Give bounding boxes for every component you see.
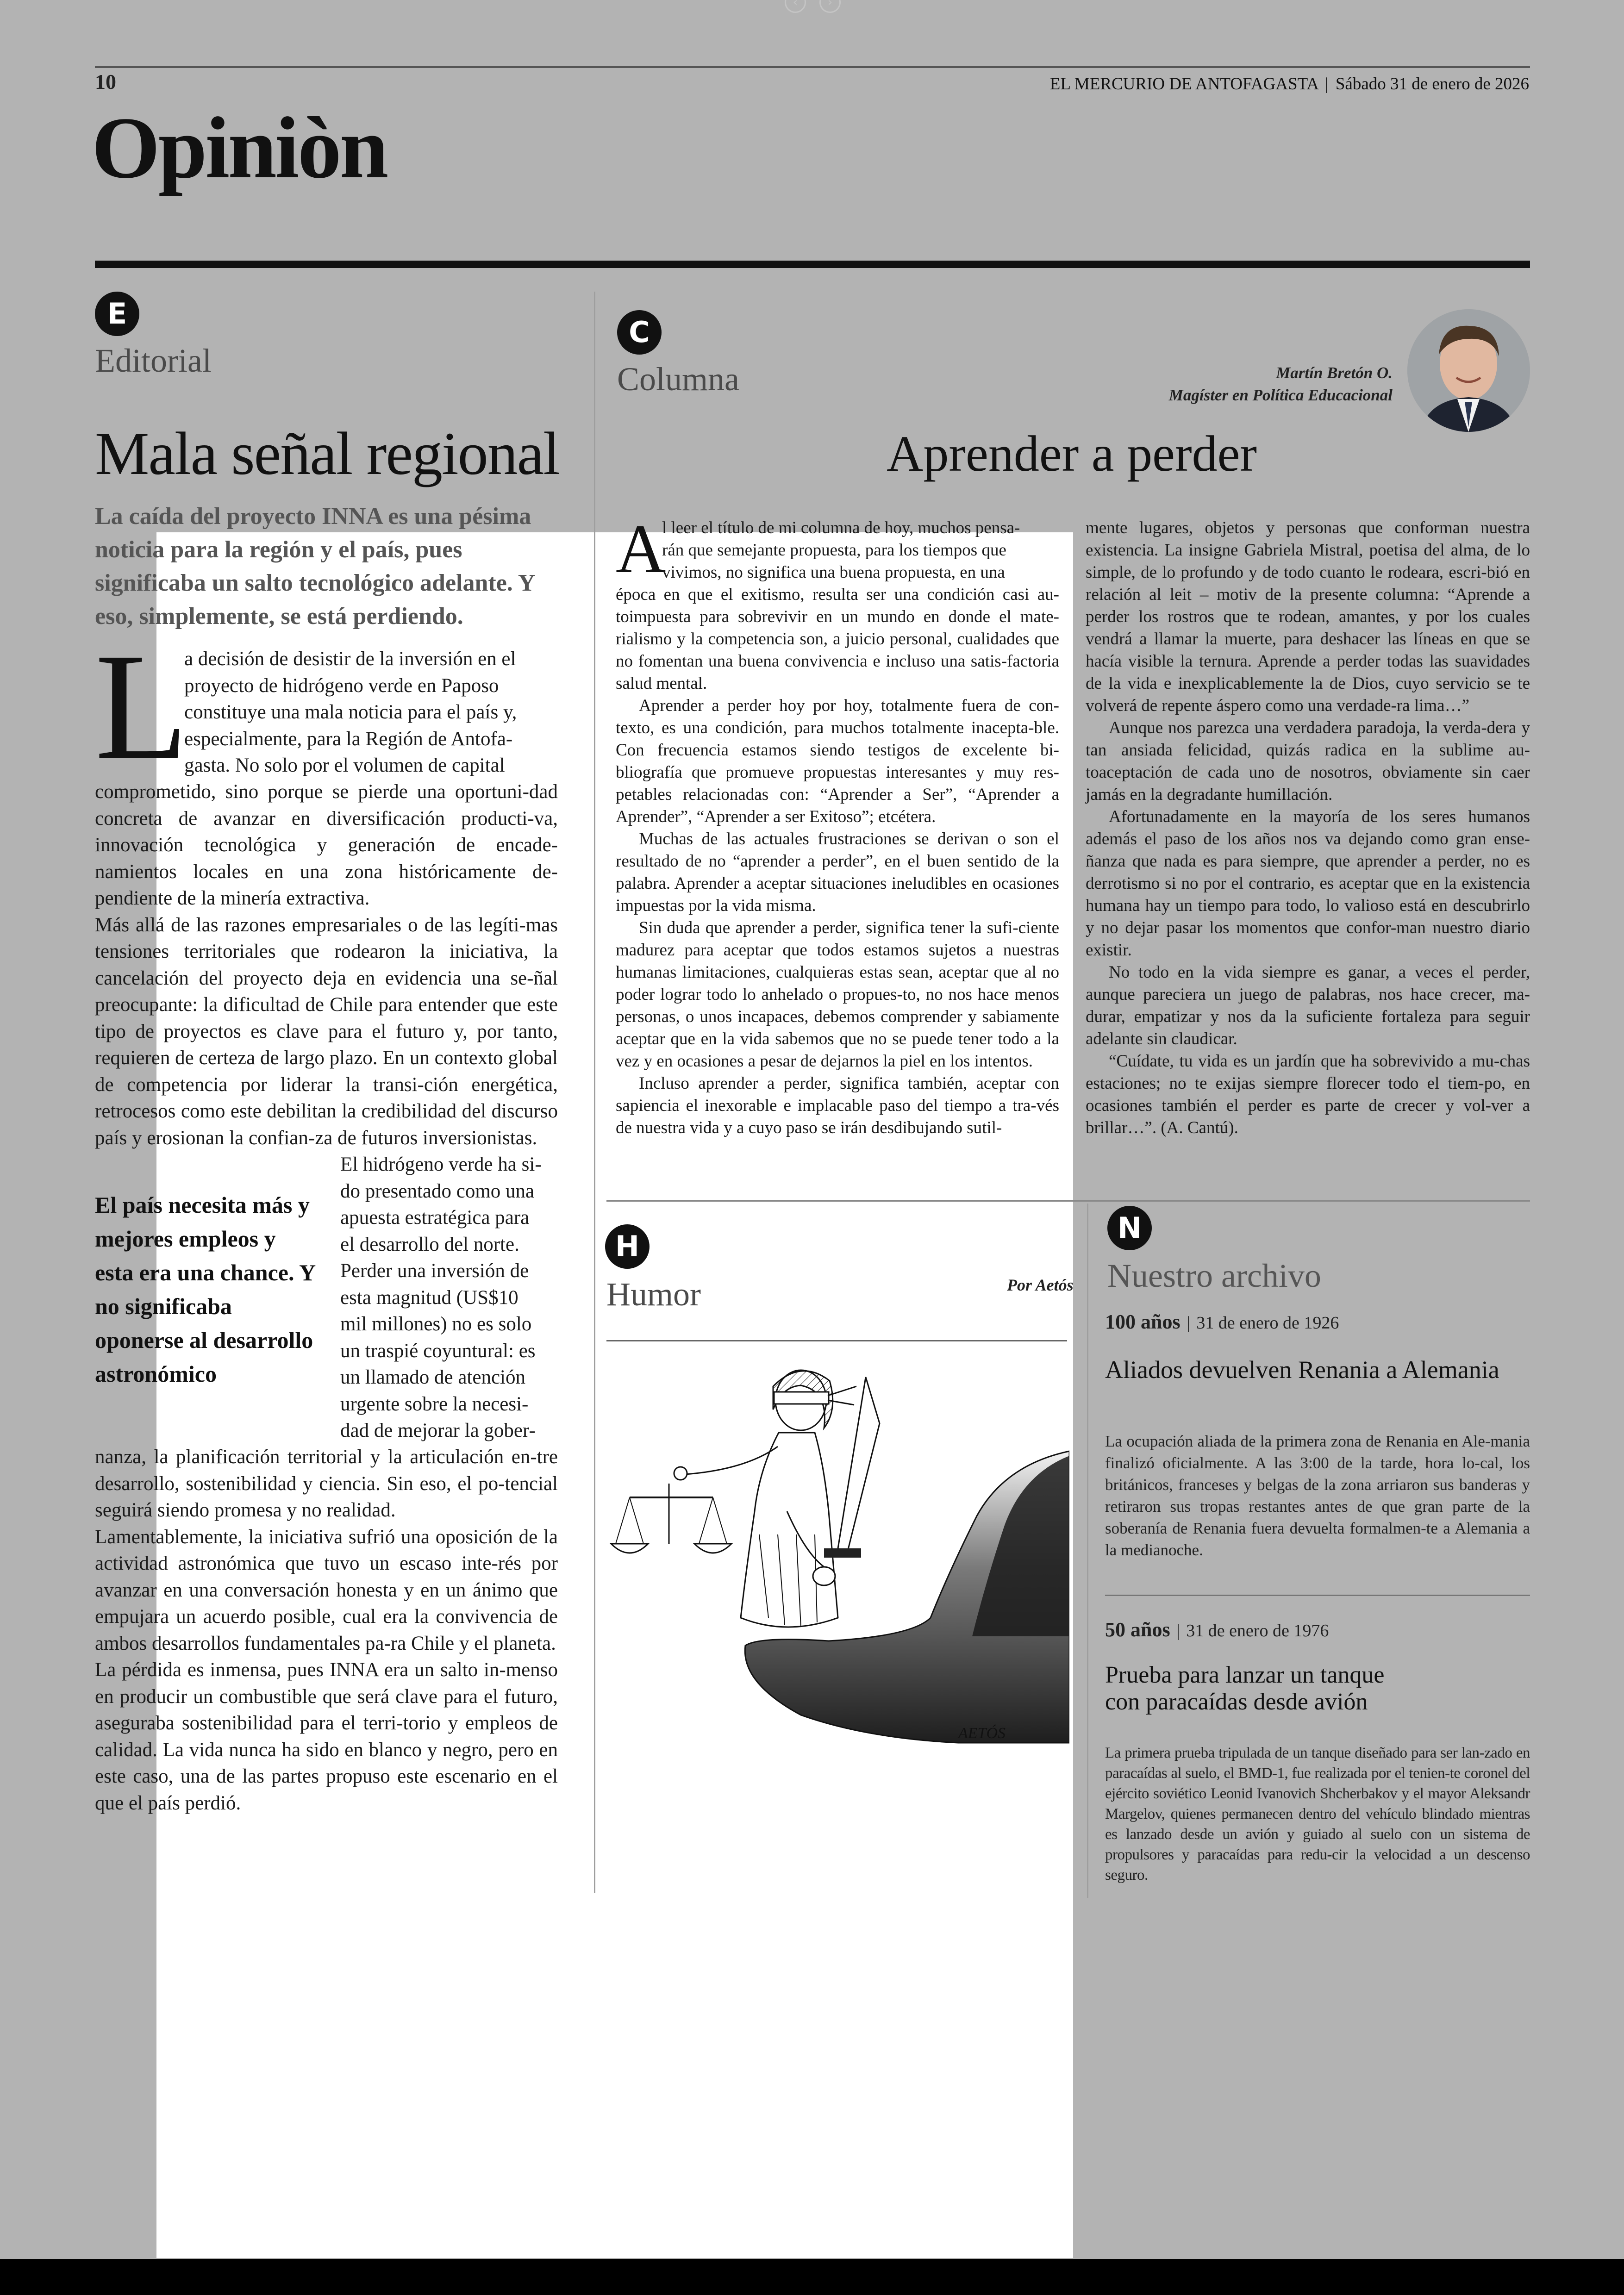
humor-badge: H xyxy=(605,1224,650,1269)
editorial-paragraph: Lamentablemente, la iniciativa sufrió una oposición de la actividad astronómica que tuvo un escaso inte-rés por avanzar en una conversación honesta y en un ánimo que empujara un acuerdo posible, cual era la convivencia de ambos desarrollos fundamentales pa-ra Chile y el planeta. xyxy=(95,1526,558,1654)
editorial-body xyxy=(95,622,558,1816)
editorial-paragraph: nanza, la planificación territorial y la articulación en-tre desarrollo, sostenibilidad y ciencia. Sin eso, el po-tencial seguirá siendo promesa y no realidad. xyxy=(95,1446,558,1521)
author-name: Martín Bretón O. xyxy=(1276,364,1393,382)
editorial-deck: La caída del proyecto INNA es una pésima noticia para la región y el país, pues significaba un salto tecnológico adelante. Y eso, simplemente, se está perdiendo. xyxy=(95,503,535,630)
text-line: rán que semejante propuesta, para los tiempos que xyxy=(662,541,1006,560)
text-line: urgente sobre la necesi- xyxy=(340,1393,529,1415)
humor-label: Humor xyxy=(606,1276,701,1313)
text-line: con paracaídas desde avión xyxy=(1105,1689,1368,1715)
text-line: el desarrollo del norte. xyxy=(340,1233,519,1255)
column-paragraph: “Cuídate, tu vida es un jardín que ha sobrevivido a mu-chas estaciones; no te exijas siempre florecer todo el tiem-po, en ocasiones también el perder es parte de crecer y vol-ver a brillar…”. (A. Cantú). xyxy=(1086,1052,1530,1137)
archive-headline: Aliados devuelven Renania a Alemania xyxy=(1105,1356,1499,1384)
editorial-headline: Mala señal regional xyxy=(95,419,559,487)
column-paragraph: mente lugares, objetos y personas que conforman nuestra existencia. La insigne Gabriela Mistral, poetisa del alma, de lo simple, de lo profundo y de todo cuanto le rodeara, escri-bió en relación al leit – motiv de la presente columna: “Aprende a perder los rostros que te rodean, amantes, y por los cuales vendrá a llamar la muerte, para deshacer las líneas en que se hacía visible la ternura. Aprende a perder todas las suavidades de la vida e inexplicablemente la de Dios, cuyo servicio se te volverá de repente áspero como una verdade-ra lima…” xyxy=(1086,518,1530,715)
text-line: constituye una mala noticia para el país y, xyxy=(184,701,517,723)
blindfold xyxy=(774,1392,829,1404)
text-line: El hidrógeno verde ha si- xyxy=(340,1154,542,1175)
text-line: a decisión de desistir de la inversión en el xyxy=(184,648,516,670)
column-author xyxy=(1169,362,1393,406)
text-line: apuesta estratégica para xyxy=(340,1207,530,1229)
publication-dateline: EL MERCURIO DE ANTOFAGASTA | Sábado 31 de enero de 2026 xyxy=(1049,75,1529,94)
editorial-paragraph: Más allá de las razones empresariales o de las legíti-mas tensiones territoriales que rodearon la iniciativa, la cancelación del proyecto deja en evidencia una se-ñal preocupante: la dificultad de Chile para entender que este tipo de proyectos es clave para el futuro y, por tanto, requieren de certeza de largo plazo. En un contexto global de competencia por liderar la transi-ción energética, retrocesos como este debilitan la credibilidad del discurso país y erosionan la confian-za de futuros inversionistas. xyxy=(95,914,558,1149)
column-body-right xyxy=(1086,517,1530,1139)
header-rule xyxy=(95,66,1530,68)
text-line: un traspié coyuntural: es xyxy=(340,1340,536,1362)
column-label: Columna xyxy=(617,361,739,398)
archive-badge: N xyxy=(1107,1206,1152,1250)
editorial-paragraph: comprometido, sino porque se pierde una oportuni-dad concreta de avanzar en diversificación producti-va, innovación tecnológica y generación de encade-namientos locales en una zona históricamente de-pendiente de la minería extractiva. xyxy=(95,781,558,909)
text-line: especialmente, para la Región de Antofa- xyxy=(184,728,513,750)
column-paragraph: Afortunadamente en la mayoría de los seres humanos además el paso de los años nos va dejando como gran ense-ñanza que nada es para siempre, que aprender a perder, no es derrotismo si no por el contrario, es aceptar que en la existencia humana hay un tiempo para todo, lo valioso está en descubrirlo y no dejar pasar los momentos que confor-man nuestro diario existir. xyxy=(1086,807,1530,960)
author-title: Magíster en Política Educacional xyxy=(1168,386,1393,404)
column-paragraph: Aunque nos parezca una verdadera paradoja, la verda-dera y tan ansiada felicidad, quizás radica en la sublime au-toaceptación de cada uno de nosotros, obviamente sin caer jamás en la degradante humillación. xyxy=(1086,718,1530,804)
archive-body: La ocupación aliada de la primera zona de Renania en Ale-mania finalizó oficialmente. A las 3:00 de la tarde, hora lo-cal, los británicos, franceses y belgas de la zona arriaron sus banderas y retiraron sus tropas restantes antes de que gran parte de la soberanía de Renania fuera devuelta formalmen-te a Alemania a la medianoche. xyxy=(1105,1432,1530,1559)
text-line: vivimos, no significa una buena propuesta, en una xyxy=(662,563,1005,582)
editorial-paragraph xyxy=(184,646,558,779)
humor-cartoon xyxy=(606,1359,1069,1784)
humor-rule xyxy=(606,1340,1067,1341)
text-line: dad de mejorar la gober- xyxy=(340,1420,536,1441)
column-paragraph: Sin duda que aprender a perder, significa tener la sufi-ciente madurez para aceptar que todos estamos sujetos a nuestras humanas limitaciones, cualquieras estas sean, aceptar que al no poder lograr todo lo anhelado o propues-to, no nos hace menos personas, o unos incapaces, debemos comprender y sabiamente aceptar que en la vida sabemos que no se puede tener todo a la vez y en ocasiones a pesar de dejarnos la piel en los intentos. xyxy=(616,918,1059,1071)
archive-years: 50 años xyxy=(1105,1618,1170,1641)
text-line: Perder una inversión de xyxy=(340,1260,529,1282)
archive-item-dateline: 100 años | 31 de enero de 1926 xyxy=(1105,1310,1339,1333)
editorial-paragraph: La pérdida es inmensa, pues INNA era un salto in-menso en producir un combustible que será clave para el futuro, aseguraba sostenibilidad para el terri-torio y empleos de calidad. La vida nunca ha sido en blanco y negro, pero en este caso, una de las partes propuso este escenario en el que el país perdió. xyxy=(95,1659,558,1814)
editorial-pullquote-block xyxy=(95,1151,558,1444)
publication-name: EL MERCURIO DE ANTOFAGASTA xyxy=(1049,75,1318,94)
cartoon-signature: AETÓS xyxy=(958,1725,1006,1742)
column-drop-cap: A xyxy=(616,511,666,587)
column-paragraph: Incluso aprender a perder, significa también, aceptar con sapiencia el inexorable e implacable paso del tiempo a tra-vés de nuestra vida y a cuyo paso se irán desdibujando sutil- xyxy=(616,1074,1059,1137)
editorial-drop-cap: L xyxy=(95,622,188,791)
humor-byline: Por Aetós xyxy=(1007,1276,1074,1294)
text-line: do presentado como una xyxy=(340,1180,535,1202)
archive-years: 100 años xyxy=(1105,1310,1181,1333)
archive-divider xyxy=(1105,1595,1530,1596)
page-number: 10 xyxy=(95,70,116,94)
column-paragraph xyxy=(662,517,1059,584)
section-title-rule xyxy=(95,261,1530,268)
column-headline: Aprender a perder xyxy=(886,425,1257,482)
archive-body: La primera prueba tripulada de un tanque diseñado para ser lan-zado en paracaídas al suelo, el BMD-1, fue realizada por el tenien-te coronel del ejército soviético Leonid Ivanovich Shcherbakov y el mayor Aleksandr Margelov, quienes permanecen dentro del vehículo blindado mientras es lanzado desde un avión y guiado al suelo con un sistema de propulsores y paracaídas para redu-cir la velocidad a un descenso seguro. xyxy=(1105,1745,1530,1883)
archive-item-dateline: 50 años | 31 de enero de 1976 xyxy=(1105,1618,1329,1641)
column-paragraph: Aprender a perder hoy por hoy, totalmente fuera de con-texto, es una condición, para muchos totalmente inacepta-ble. Con frecuencia estamos siendo testigos de excelente bi-bliografía que promueve propuestas interesantes y muy res-petables relacionadas con: “Aprender a Ser”, “Aprender a Aprender”, “Aprender a ser Exitoso”; etcétera. xyxy=(616,696,1059,826)
column-divider xyxy=(594,292,595,1893)
editorial-paragraph xyxy=(340,1151,558,1444)
justice-hand xyxy=(674,1467,687,1480)
author-avatar xyxy=(1407,309,1530,432)
column-body-left xyxy=(616,511,1059,1139)
column-paragraph: Muchas de las actuales frustraciones se derivan o son el resultado de no “aprender a perder”, en el buen sentido de la palabra. Aprender a aceptar situaciones ineludibles en ocasiones impuestas por la vida misma. xyxy=(616,829,1059,915)
editorial-badge: E xyxy=(95,292,139,336)
text-line: gasta. No solo por el volumen de capital xyxy=(184,755,505,776)
column-dropcap-block xyxy=(616,511,1059,587)
column-paragraph: No todo en la vida siempre es ganar, a veces el perder, aunque pareciera un juego de palabras, nos hace crecer, ma-durar, empatizar y nos da la suficiente fortaleza para seguir adelante sin claudicar. xyxy=(1086,963,1530,1048)
archive-date: 31 de enero de 1976 xyxy=(1186,1621,1329,1640)
text-line: mil millones) no es solo xyxy=(340,1313,532,1335)
archive-headline xyxy=(1105,1662,1384,1715)
column-divider xyxy=(1087,1204,1088,1898)
text-line: l leer el título de mi columna de hoy, muchos pensa- xyxy=(662,518,1020,537)
chevron-right-icon[interactable]: › xyxy=(819,0,841,13)
column-badge: C xyxy=(617,310,662,355)
viewer-bottom-bar xyxy=(0,2259,1624,2295)
archive-label: Nuestro archivo xyxy=(1107,1257,1321,1294)
section-rule xyxy=(606,1200,1530,1202)
chevron-left-icon[interactable]: ‹ xyxy=(785,0,806,13)
archive-date: 31 de enero de 1926 xyxy=(1196,1313,1339,1333)
justice-fist xyxy=(813,1567,835,1585)
section-title: Opiniòn xyxy=(92,100,387,197)
editorial-pullquote: El país necesita más y mejores empleos y esta era una chance. Y no significaba oponerse al desarrollo astronómico xyxy=(95,1192,315,1387)
sword-guard xyxy=(824,1548,861,1558)
editorial-dropcap-block xyxy=(95,622,558,791)
text-line: esta magnitud (US$10 xyxy=(340,1286,518,1309)
text-line: Prueba para lanzar un tanque xyxy=(1105,1662,1385,1688)
publication-date: Sábado 31 de enero de 2026 xyxy=(1335,75,1529,94)
column-paragraph: época en que el exitismo, resulta ser una condición casi au-toimpuesta para sobrevivir en un mundo en donde el mate-rialismo y la competencia son, a juicio personal, cualidades que no fomentan una buena convivencia e incluso una satis-factoria salud mental. xyxy=(616,585,1059,693)
editorial-label: Editorial xyxy=(95,342,212,379)
text-line: un llamado de atención xyxy=(340,1366,525,1388)
text-line: proyecto de hidrógeno verde en Paposo xyxy=(184,674,499,697)
